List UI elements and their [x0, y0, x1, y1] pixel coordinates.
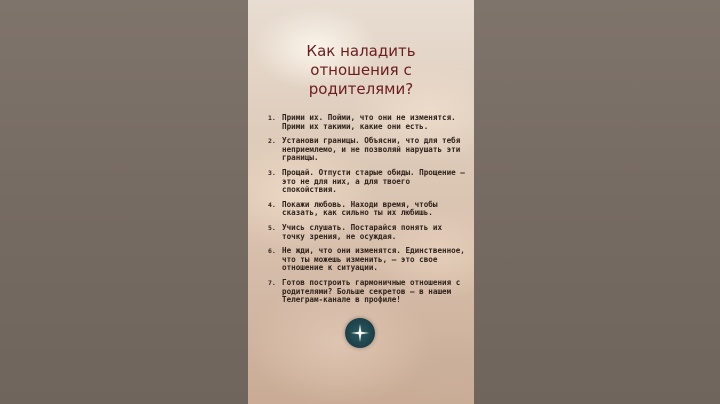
item-number: 7.	[268, 278, 276, 287]
left-blur-panel	[0, 0, 248, 404]
item-number: 1.	[268, 114, 276, 122]
list-item	[268, 247, 468, 273]
list-item	[268, 224, 468, 241]
item-number: 6.	[268, 247, 276, 256]
item-text: Не жди, что они изменятся. Единственное, что ты можешь изменить, — это свое отношение к ситуации.	[282, 246, 465, 273]
list-item	[268, 169, 468, 195]
item-text: Прими их. Пойми, что они не изменятся. Прими их такими, какие они есть.	[282, 113, 456, 131]
list-item	[268, 201, 468, 218]
item-number: 4.	[268, 200, 276, 209]
item-text: Покажи любовь. Находи время, чтобы сказать, как сильно ты их любишь.	[282, 199, 438, 218]
page-title: Как наладить отношения с родителями?	[306, 42, 416, 98]
item-text: Готов построить гармоничные отношения с родителями? Больше секретов — в нашем Телеграм-канале в профиле!	[282, 277, 461, 305]
item-number: 5.	[268, 223, 276, 232]
right-blur-panel	[474, 0, 720, 404]
list-item	[268, 137, 468, 163]
tips-list	[268, 114, 468, 311]
sparkle-star-icon	[345, 318, 375, 348]
list-item	[268, 279, 468, 305]
item-number: 3.	[268, 168, 276, 177]
item-text: Установи границы. Объясни, что для тебя неприемлемо, и не позволяй нарушать эти границы.	[282, 136, 461, 163]
item-text: Учись слушать. Постарайся понять их точку зрения, не осуждая.	[282, 222, 443, 241]
item-number: 2.	[268, 137, 276, 146]
list-item	[268, 114, 468, 131]
item-text: Прощай. Отпусти старые обиды. Прощение — это не для них, а для твоего спокойствия.	[282, 167, 465, 195]
content-card	[248, 0, 474, 404]
